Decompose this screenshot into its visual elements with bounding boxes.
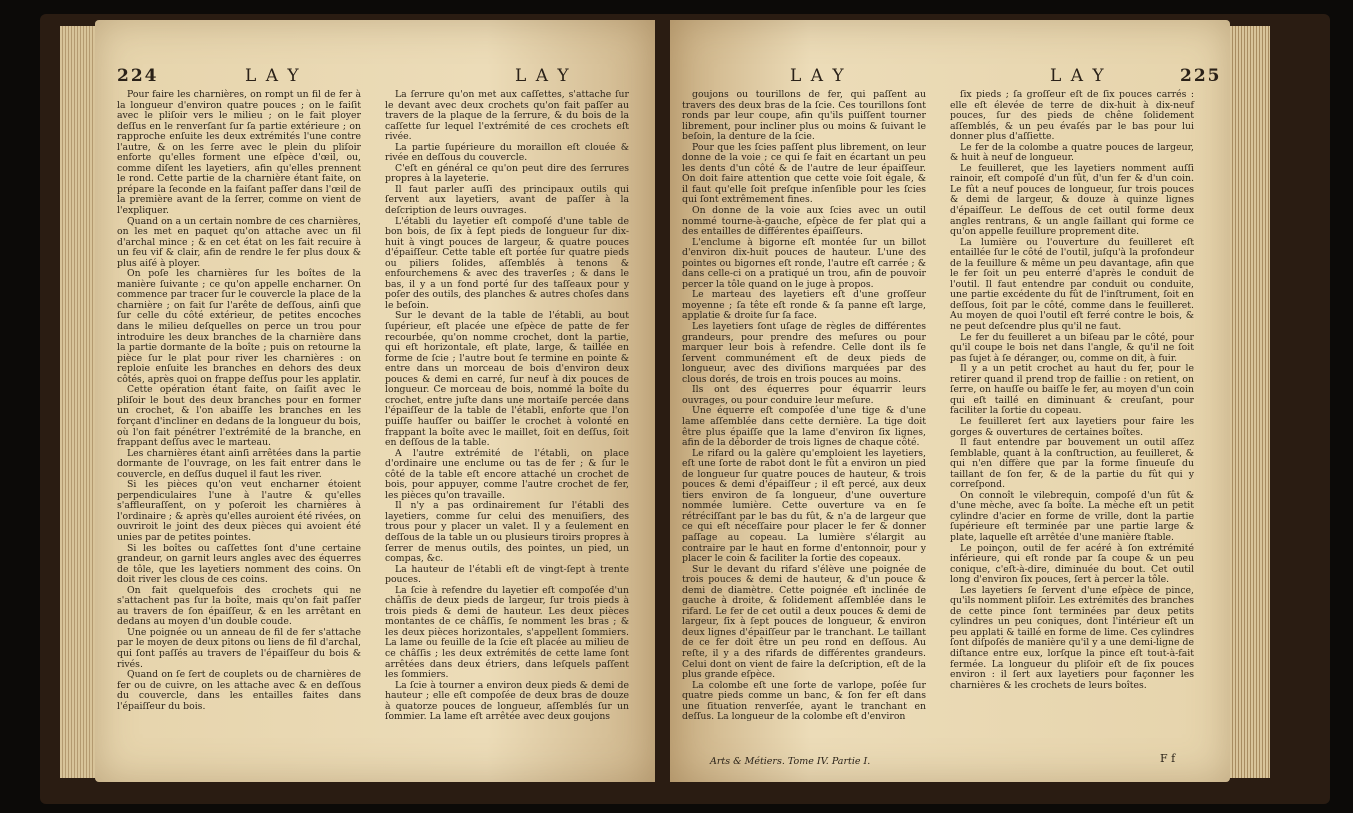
paragraph: Les layetiers ſe ſervent d'une eſpèce de pince, qu'ils nomment pliſoir. Les extrémités des branches de cette pince ſont terminées par deux petits cylindres un peu coniques, dont l'intérieur eſt un peu applati & taillé en forme de lime. Ces cylindres ſont diſpoſés de manière qu'il y a une demi-ligne de diſtance entre eux, lorſque la pince eſt tout-à-fait fermée. La longueur du pliſoir eſt de ſix pouces environ : il ſert aux layetiers pour façonner les charnières & les crochets de leurs boîtes. [950, 584, 1194, 691]
left-column-2 [385, 90, 629, 723]
paragraph: La ſcie à refendre du layetier eſt compoſée d'un châſſis de deux pieds de largeur, ſur trois pieds à trois pieds & demi de hauteur. Les deux pièces montantes de ce châſſis, ſe nomment les bras ; & les deux pièces horizontales, s'appellent ſommiers. La lame ou feuille de la ſcie eſt placée au milieu de ce châſſis ; les deux extrémités de cette lame ſont arrêtées dans deux étriers, dans leſquels paſſent les ſommiers. [385, 584, 629, 681]
paragraph: La ſerrure qu'on met aux caſſettes, s'attache ſur le devant avec deux crochets qu'on fait paſſer au travers de la plaque de la ſerrure, & du bois de la caſſette ſur lequel l'extrémité de ces crochets eſt rivée. [385, 89, 629, 143]
paragraph: Les charnières étant ainſi arrêtées dans la partie dormante de l'ouvrage, on les fait entrer dans le couvercle, en deſſus duquel il faut les river. [117, 447, 361, 480]
left-page-edges [60, 26, 96, 778]
paragraph: A l'autre extrémité de l'établi, on place d'ordinaire une enclume ou tas de fer ; & ſur le côté de la table eſt encore attaché un crochet de bois, pour appuyer, comme l'autre crochet de fer, les pièces qu'on travaille. [385, 447, 629, 501]
paragraph: Le feuilleret ſert aux layetiers pour faire les gorges & ouvertures de certaines boîtes. [950, 415, 1194, 438]
paragraph: Si les pièces qu'on veut encharner étoient perpendiculaires l'une à l'autre & qu'elles s'affleuraſſent, on y poſeroit les charnières à l'ordinaire ; & après qu'elles auroient été rivées, on ouvriroit le joint des deux pièces qui avoient été unies par de petites pointes. [117, 479, 361, 543]
left-page [95, 20, 655, 782]
right-page-edges [1230, 26, 1270, 778]
paragraph: Quand on ſe ſert de couplets ou de charnières de fer ou de cuivre, on les attache avec & en deſſous du couvercle, dans les entailles faites dans l'épaiſſeur du bois. [117, 669, 361, 712]
paragraph: Une poignée ou un anneau de fil de fer s'attache par le moyen de deux pitons ou liens de fil d'archal, qui ſont paſſés au travers de l'épaiſſeur du bois & rivés. [117, 626, 361, 670]
paragraph: Le fer du feuilleret a un biſeau par le côté, pour qu'il coupe le bois net dans l'angle, & qu'il ne ſoit pas ſujet à ſe déranger, ou, comme on dit, à fuir. [950, 331, 1194, 364]
paragraph: Pour faire les charnières, on rompt un fil de fer à la longueur d'environ quatre pouces ; on le faiſit avec le pliſoir vers le milieu ; on le fait ployer deſſus en le renverſant ſur ſa partie extérieure ; on rapproche enſuite les deux extrémités l'une contre l'autre, & on les ſerre avec le plein du pliſoir enforte qu'elles forment une eſpèce d'œil, ou, comme diſent les layetiers, afin qu'elles prennent le rond. Cette partie de la charnière étant faite, on prépare la ſeconde en la faiſant paſſer dans l'œil de la première avant de la ſerrer, comme on vient de l'expliquer. [117, 89, 361, 217]
paragraph: La hauteur de l'établi eſt de vingt-ſept à trente pouces. [385, 563, 629, 586]
paragraph: ſix pieds ; ſa groſſeur eſt de ſix pouces carrés : elle eſt élevée de terre de dix-huit à dix-neuf pouces, ſur des pieds de chêne ſolidement aſſemblés, & un peu évaſés par le bas pour lui donner plus d'aſſiette. [950, 89, 1194, 143]
right-column-1 [682, 90, 926, 723]
paragraph: Si les boîtes ou caſſettes ſont d'une certaine grandeur, on garnit leurs angles avec des équerres de tôle, que les layetiers nomment des coins. On doit river les clous de ces coins. [117, 542, 361, 586]
paragraph: On fait quelquefois des crochets qui ne s'attachent pas ſur la boîte, mais qu'on fait paſſer au travers de ſon épaiſſeur, & en les arrêtant en dedans au moyen d'un double coude. [117, 584, 361, 628]
paragraph: Le rifard ou la galère qu'emploient les layetiers, eſt une ſorte de rabot dont le fût a environ un pied de longueur ſur quatre pouces de hauteur, & trois pouces & demi d'épaiſſeur ; il eſt percé, aux deux tiers environ de ſa longueur, d'une ouverture nommée lumière. Cette ouverture va en ſe rétréciſſant par le bas du fût, & n'a de largeur que ce qui eſt néceſſaire pour placer le fer & donner paſſage au copeau. La lumière s'élargit au contraire par le haut en forme d'entonnoir, pour y placer le coin & faciliter la ſortie des copeaux. [682, 447, 926, 565]
paragraph: La colombe eſt une ſorte de varlope, poſée ſur quatre pieds comme un banc, & ſon fer eſt dans une ſituation renverſée, ayant le tranchant en deſſus. La longueur de la colombe eſt d'environ [682, 679, 926, 723]
paragraph: L'enclume à bigorne eſt montée ſur un billot d'environ dix-huit pouces de hauteur. L'une des pointes ou bigornes eſt ronde, l'autre eſt carrée ; & dans celle-ci on a pratiqué un trou, afin de pouvoir percer la tôle quand on le juge à propos. [682, 236, 926, 290]
paragraph: Il faut entendre par bouvement un outil aſſez ſemblable, quant à la conſtruction, au feuilleret, & qui n'en diffère que par la forme ſinueuſe du taillant de ſon fer, & de la partie du fût qui y correſpond. [950, 437, 1194, 491]
paragraph: Le feuilleret, que les layetiers nomment auſſi rainoir, eſt compoſé d'un fût, d'un fer & d'un coin. Le fût a neuf pouces de longueur, ſur trois pouces & demi de largeur, & douze à quinze lignes d'épaiſſeur. Le deſſous de cet outil forme deux angles rentrans, & un angle ſaillant qui forme ce qu'on appelle feuillure proprement dite. [950, 162, 1194, 238]
paragraph: Sur le devant du rifard s'élève une poignée de trois pouces & demi de hauteur, & d'un pouce & demi de diamètre. Cette poignée eſt inclinée de gauche à droite, & ſolidement aſſemblée dans le rifard. Le fer de cet outil a deux pouces & demi de largeur, ſix à ſept pouces de longueur, & environ deux lignes d'épaiſſeur par le tranchant. Le taillant de ce fer doit être un peu rond en deſſous. Au reſte, il y a des rifards de différentes grandeurs. Celui dont on vient de faire la deſcription, eſt de la plus grande eſpèce. [682, 563, 926, 681]
paragraph: On connoît le vilebrequin, compoſé d'un fût & d'une mèche, avec ſa boîte. La mèche eſt un petit cylindre d'acier en forme de vrille, dont la partie ſupérieure eſt terminée par une partie large & plate, laquelle eſt arrêtée d'une manière ſtable. [950, 489, 1194, 543]
right-column-2 [950, 90, 1194, 691]
page-number-right: 225 [1180, 66, 1222, 86]
footer-line: Arts & Métiers. Tome IV. Partie I. [710, 756, 871, 767]
paragraph: Ils ont des équerres pour équarrir leurs ouvrages, ou pour conduire leur meſure. [682, 384, 926, 406]
page-number-left: 224 [117, 66, 159, 86]
paragraph: Le marteau des layetiers eſt d'une groſſeur moyenne ; ſa tête eſt ronde & ſa panne eſt large, applatie & droite ſur ſa face. [682, 289, 926, 322]
paragraph: La ſcie à tourner a environ deux pieds & demi de hauteur ; elle eſt compoſée de deux bras de douze à quatorze pouces de longueur, aſſemblés ſur un ſommier. La lame eſt arrêtée avec deux goujons [385, 679, 629, 723]
running-head-left-1: L A Y [245, 66, 301, 86]
signature-mark: F f [1160, 752, 1176, 765]
paragraph: On poſe les charnières ſur les boîtes de la manière ſuivante ; ce qu'on appelle encharner. On commence par tracer ſur le couvercle la place de la charnière ; on fait ſur l'arête de deſſous, ainſi que ſur celle du côté extérieur, de petites encoches dans le milieu deſquelles on perce un trou pour introduire les deux branches de la charnière dans la partie dormante de la boîte ; puis on retourne la pièce ſur le plat pour river les charnières : on reploie enſuite les branches en dehors des deux côtés, après quoi on frappe deſſus pour les applatir. [117, 268, 361, 385]
paragraph: L'établi du layetier eſt compoſé d'une table de bon bois, de ſix à ſept pieds de longueur ſur dix-huit à vingt pouces de largeur, & quatre pouces d'épaiſſeur. Cette table eſt portée ſur quatre pieds ou piliers ſolides, aſſemblés à tenons & enfourchemens & avec des traverſes ; & dans le bas, il y a un fond porté ſur des taſſeaux pour y poſer des outils, des planches & autres choſes dans le beſoin. [385, 215, 629, 311]
paragraph: Sur le devant de la table de l'établi, au bout ſupérieur, eſt placée une eſpèce de patte de fer recourbée, qu'on nomme crochet, dont la partie, qui eſt horizontale, eſt plate, large, & taillée en forme de ſcie ; l'autre bout ſe termine en pointe & entre dans un morceau de bois d'environ deux pouces & demi en carré, ſur neuf à dix pouces de longueur. Ce morceau de bois, nommé la boîte du crochet, entre juſte dans une mortaiſe percée dans l'épaiſſeur de la table de l'établi, enforte que l'on puiſſe hauſſer ou baiſſer le crochet à volonté en frappant la boîte avec le maillet, ſoit en deſſus, ſoit en deſſous de la table. [385, 310, 629, 449]
paragraph: Il faut parler auſſi des principaux outils qui ſervent aux layetiers, avant de paſſer à la deſcription de leurs ouvrages. [385, 183, 629, 217]
paragraph: Les layetiers ſont uſage de règles de différentes grandeurs, pour prendre des meſures ou pour marquer leur bois à refendre. Celle dont ils ſe ſervent communément eſt de deux pieds de longueur, avec des diviſions marquées par des clous dorés, de trois en trois pouces au moins. [682, 321, 926, 385]
paragraph: Le fer de la colombe a quatre pouces de largeur, & huit à neuf de longueur. [950, 141, 1194, 164]
running-head-left-2: L A Y [515, 66, 571, 86]
paragraph: La lumière ou l'ouverture du feuilleret eſt entaillée ſur le côté de l'outil, juſqu'à la profondeur de la feuillure & même un peu davantage, afin que le fer ſoit un peu enterré d'après le conduit de l'outil. Il faut entendre par conduit ou conduite, une partie excédente du fût de l'inſtrument, ſoit en deſſous, ſoit par le côté, comme dans le feuilleret. Au moyen de quoi l'outil eſt ferré contre le bois, & ne peut deſcendre plus qu'il ne faut. [950, 236, 1194, 333]
paragraph: goujons ou tourillons de fer, qui paſſent au travers des deux bras de la ſcie. Ces tourillons ſont ronds par leur coupe, afin qu'ils puiſſent tourner librement, pour incliner plus ou moins & ſuivant le beſoin, la denture de la ſcie. [682, 89, 926, 143]
paragraph: Il n'y a pas ordinairement ſur l'établi des layetiers, comme ſur celui des menuiſiers, des trous pour y placer un valet. Il y a ſeulement en deſſous de la table un ou plusieurs tiroirs propres à ſerrer de menus outils, des pointes, un pied, un compas, &c. [385, 500, 629, 565]
running-head-right-1: L A Y [790, 66, 846, 86]
paragraph: Le poinçon, outil de fer acéré à ſon extrémité inférieure, qui eſt ronde par ſa coupe & un peu conique, c'eſt-à-dire, diminuée du bout. Cet outil long d'environ ſix pouces, ſert à percer la tôle. [950, 542, 1194, 586]
paragraph: On donne de la voie aux ſcies avec un outil nommé tourne-à-gauche, eſpèce de fer plat qui a des entailles de différentes épaiſſeurs. [682, 205, 926, 238]
running-head-right-2: L A Y [1050, 66, 1106, 86]
paragraph: Il y a un petit crochet au haut du fer, pour le retirer quand il prend trop de faillie : on retient, on ſerre, on hauſſe ou baiſſe le fer, au moyen d'un coin qui eſt taillé en diminuant & creuſant, pour faciliter la ſortie du copeau. [950, 363, 1194, 417]
paragraph: Cette opération étant faite, on ſaiſit avec le pliſoir le bout des deux branches pour en former un crochet, & l'on abaiſſe les branches en les forçant d'incliner en dedans de la longueur du bois, où l'on fait pénétrer l'extrémité de la branche, en frappant deſſus avec le marteau. [117, 384, 361, 449]
right-page [670, 20, 1230, 782]
paragraph: Pour que les ſcies paſſent plus librement, on leur donne de la voie ; ce qui ſe fait en écartant un peu les dents d'un côté & de l'autre de leur épaiſſeur. On doit faire attention que cette voie ſoit égale, & il faut qu'elle ſoit preſque inſenſible pour les ſcies qui ſont extrêmement fines. [682, 141, 926, 206]
paragraph: La partie ſupérieure du moraillon eſt clouée & rivée en deſſous du couvercle. [385, 141, 629, 164]
left-column-1 [117, 90, 361, 712]
paragraph: C'eſt en général ce qu'on peut dire des ſerrures propres à la layeterie. [385, 162, 629, 185]
paragraph: Une équerre eſt compoſée d'une tige & d'une lame aſſemblée dans cette dernière. La tige doit être plus épaiſſe que la lame d'environ ſix lignes, afin de la déborder de trois lignes de chaque côté. [682, 405, 926, 449]
paragraph: Quand on a un certain nombre de ces charnières, on les met en paquet qu'on attache avec un fil d'archal mince ; & en cet état on les fait recuire à un feu vif & clair, afin de rendre le fer plus doux & plus aiſé à ployer. [117, 215, 361, 269]
